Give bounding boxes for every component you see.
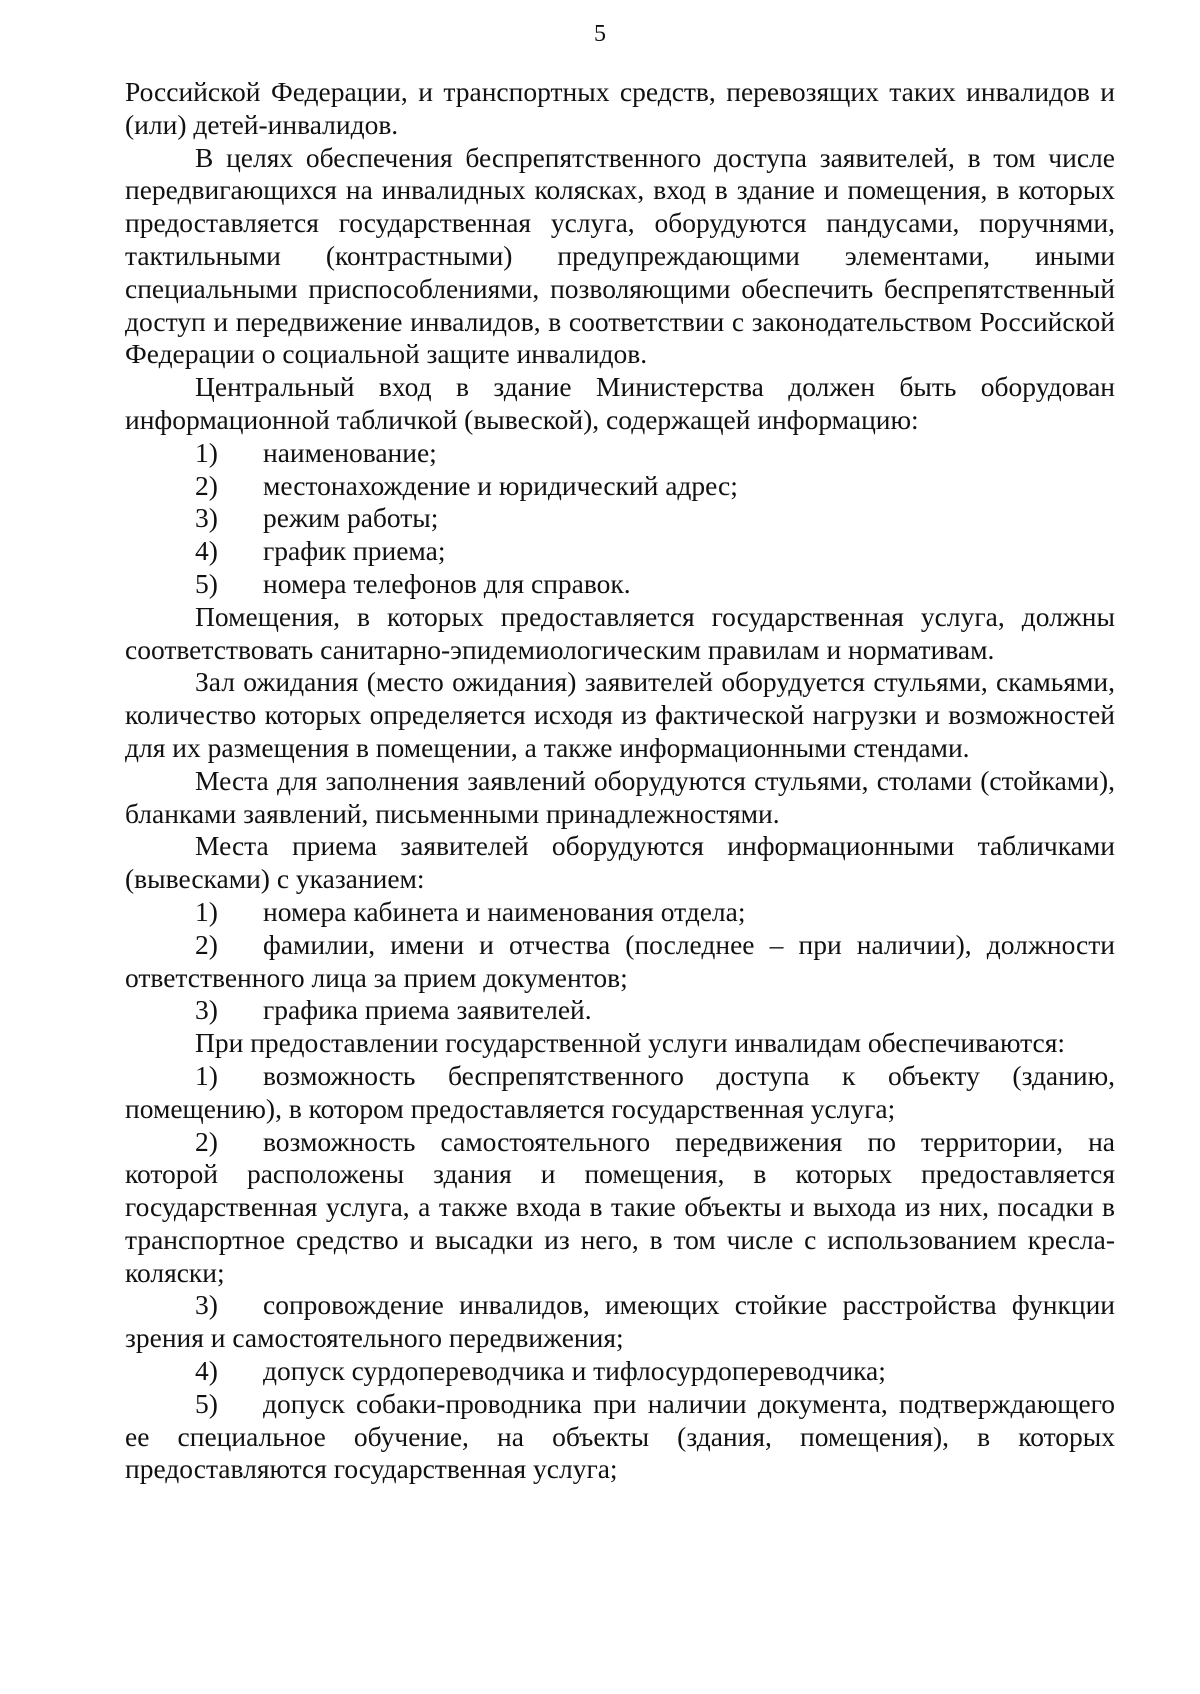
paragraph: В целях обеспечения беспрепятственного доступа заявителей, в том числе передвигающихся на инвалидных колясках, вход в здание и помещения, в которых предоставляется государственная услуга, оборудуются пандусами, поручнями, тактильными (контрастными) предупреждающими элементами, иными специальными приспособлениями, позволяющими обеспечить беспрепятственный доступ и передвижение инвалидов, в соответствии с законодательством Российской Федерации о социальной защите инвалидов. bbox=[125, 141, 1115, 370]
list-item-number: 1) bbox=[195, 436, 218, 468]
paragraph: Помещения, в которых предоставляется государственная услуга, должны соответствовать санитарно-эпидемиологическим правилам и нормативам. bbox=[125, 600, 1115, 665]
list-item bbox=[125, 437, 1115, 470]
list-item bbox=[125, 535, 1115, 568]
list-item bbox=[125, 1060, 1115, 1126]
list-item bbox=[125, 1355, 1115, 1388]
list-item-text: возможность самостоятельного передвижения по территории, на которой расположены здания и помещения, в которых предоставляется государственная услуга, а также входа в такие объекты и выхода из них, посадки в транспортное средство и высадки из него, в том числе с использованием кресла-коляски; bbox=[125, 1125, 1115, 1288]
list-item-text: допуск собаки-проводника при наличии документа, подтверждающего ее специальное обучение, на объекты (здания, помещения), в которых предоставляются государственная услуга; bbox=[125, 1387, 1115, 1485]
list-item-text: график приема; bbox=[263, 535, 446, 567]
document-body bbox=[125, 76, 1115, 1486]
page-number: 5 bbox=[594, 21, 606, 47]
list-item bbox=[125, 896, 1115, 929]
list-item-number: 3) bbox=[195, 994, 218, 1026]
paragraph: Зал ожидания (место ожидания) заявителей оборудуется стульями, скамьями, количество которых определяется исходя из фактической нагрузки и возможностей для их размещения в помещении, а также информационными стендами. bbox=[125, 666, 1115, 763]
list-item bbox=[125, 1289, 1115, 1355]
list-item bbox=[125, 929, 1115, 995]
list-item-text: номера кабинета и наименования отдела; bbox=[263, 895, 746, 927]
list-item-number: 5) bbox=[195, 1387, 218, 1419]
list-item-number: 4) bbox=[195, 535, 218, 567]
list-item bbox=[125, 568, 1115, 601]
list-item-number: 2) bbox=[195, 469, 218, 501]
list-item-text: графика приема заявителей. bbox=[263, 994, 592, 1026]
paragraph: Места для заполнения заявлений оборудуются стульями, столами (стойками), бланками заявлений, письменными принадлежностями. bbox=[125, 764, 1115, 829]
paragraph: Места приема заявителей оборудуются информационными табличками (вывесками) с указанием: bbox=[125, 830, 1115, 895]
list-item bbox=[125, 502, 1115, 535]
list-item-text: возможность беспрепятственного доступа к объекту (зданию, помещению), в котором предоставляется государственная услуга; bbox=[125, 1059, 1115, 1124]
list-item-text: допуск сурдопереводчика и тифлосурдопереводчика; bbox=[263, 1355, 886, 1387]
list-item-number: 2) bbox=[195, 928, 218, 960]
list-item-number: 2) bbox=[195, 1125, 218, 1157]
list-item-text: номера телефонов для справок. bbox=[263, 567, 631, 599]
list-item-text: местонахождение и юридический адрес; bbox=[263, 469, 738, 501]
list-item bbox=[125, 1388, 1115, 1486]
list-item-number: 1) bbox=[195, 1059, 218, 1091]
list-item-number: 5) bbox=[195, 567, 218, 599]
paragraph: При предоставлении государственной услуги инвалидам обеспечиваются: bbox=[195, 1027, 1065, 1059]
list-item-text: режим работы; bbox=[263, 502, 439, 534]
list-item-number: 3) bbox=[195, 502, 218, 534]
list-item-number: 1) bbox=[195, 895, 218, 927]
list-item-text: наименование; bbox=[263, 436, 437, 468]
list-item-text: фамилии, имени и отчества (последнее – при наличии), должности ответственного лица за прием документов; bbox=[125, 928, 1115, 993]
list-item-number: 4) bbox=[195, 1355, 218, 1387]
paragraph: Российской Федерации, и транспортных средств, перевозящих таких инвалидов и (или) детей-инвалидов. bbox=[125, 76, 1115, 140]
paragraph: Центральный вход в здание Министерства должен быть оборудован информационной табличкой (вывеской), содержащей информацию: bbox=[125, 371, 1115, 435]
list-item-number: 3) bbox=[195, 1289, 218, 1321]
list-item bbox=[125, 994, 1115, 1027]
list-item-text: сопровождение инвалидов, имеющих стойкие расстройства функции зрения и самостоятельного передвижения; bbox=[125, 1289, 1115, 1354]
list-item bbox=[125, 1126, 1115, 1290]
list-item bbox=[125, 470, 1115, 503]
